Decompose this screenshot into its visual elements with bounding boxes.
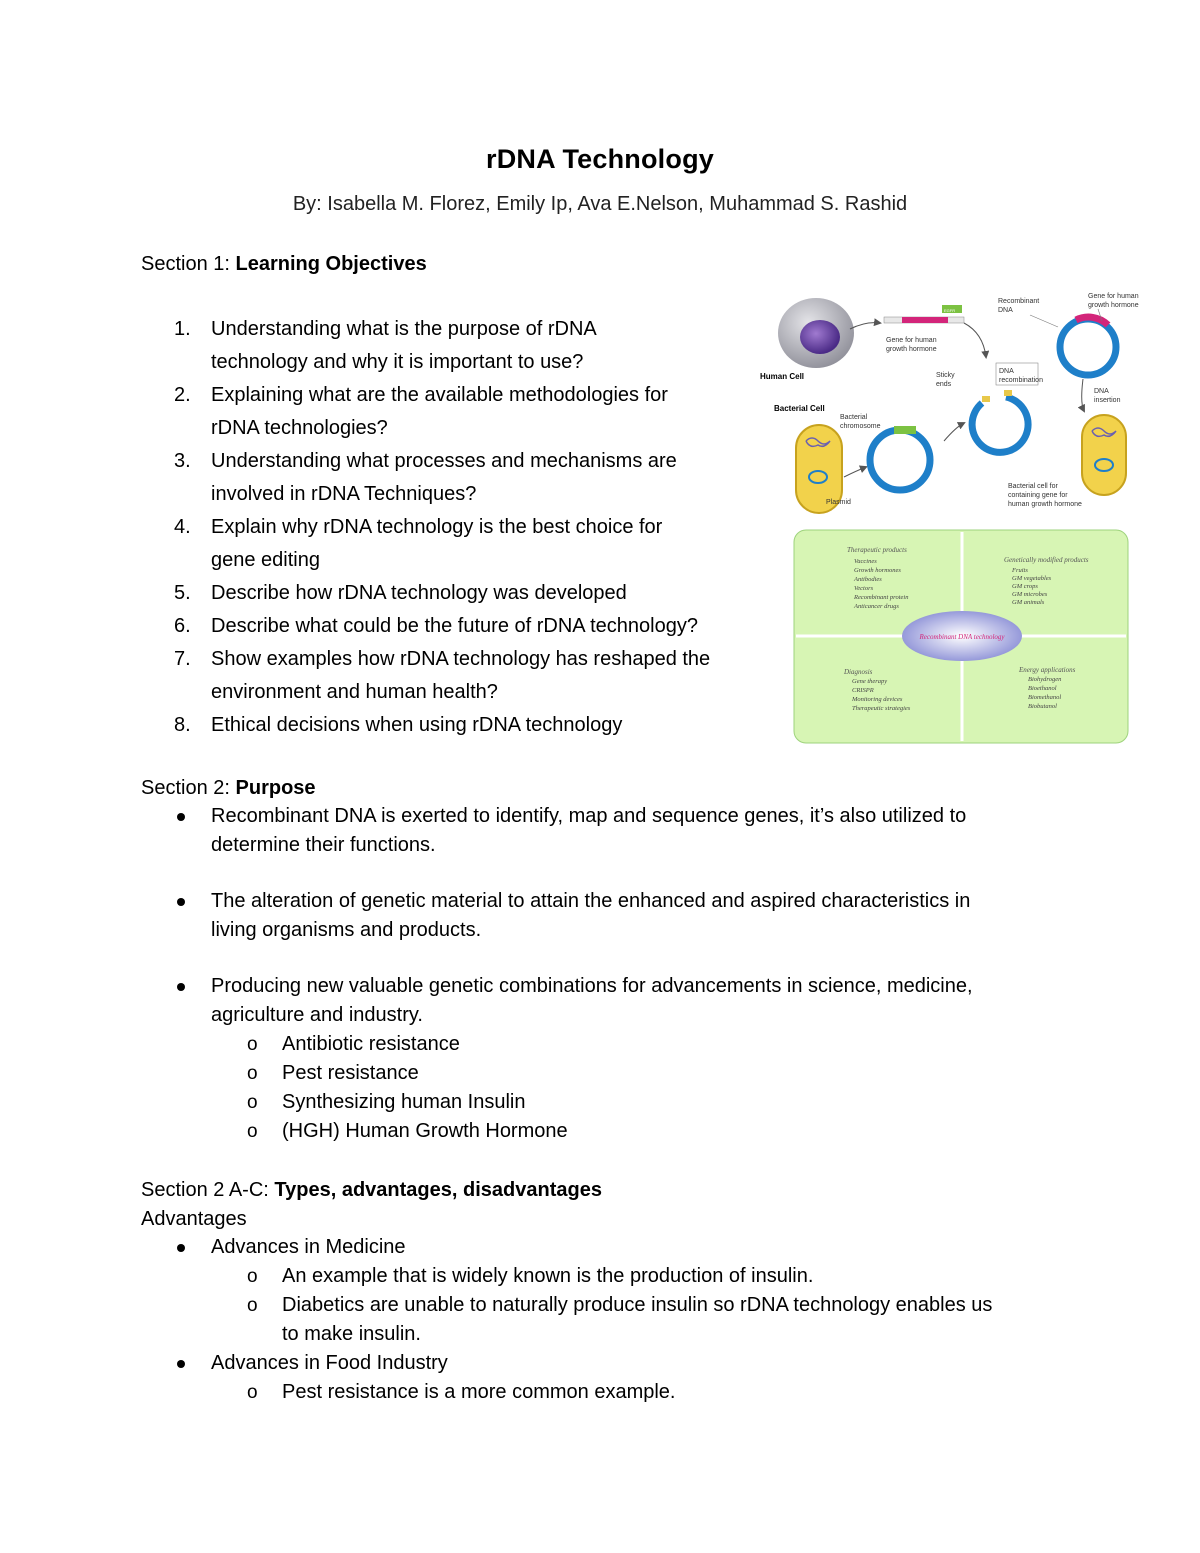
gene-label-line1: Gene for human [886,337,937,344]
final-cell-line1: Bacterial cell for [1008,483,1058,490]
bacterial-cell-label: Bacterial Cell [774,404,825,413]
dna-insertion-line1: DNA [1094,388,1109,395]
gene-top-right-line2: growth hormone [1088,302,1139,309]
q2-item: GM microbes [1012,591,1048,598]
objective-item: 8. Ethical decisions when using rDNA technology [174,714,623,736]
q3-item: CRISPR [852,687,874,694]
gm-heading: Genetically modified products [1004,556,1089,564]
section2-prefix: Section 2: [141,777,236,799]
purpose-list [141,802,1061,1146]
objective-item: 5. Describe how rDNA technology was developed [174,582,627,604]
objective-item: 4. Explain why rDNA technology is the best choice for gene editing [174,516,663,571]
gene-label-line2: growth hormone [886,346,937,353]
open-plasmid-icon [972,390,1028,452]
purpose-bullet: Producing new valuable genetic combinations for advancements in science, medicine, agriculture and industry. o Antibiotic resistance o Pest resistance o Synthesizing human Insulin o (HGH) Human Growth Hormone [141,972,1061,1146]
sticky-ends-line1: Sticky [936,372,955,379]
q2-item: GM animals [1012,599,1045,606]
document-title: rDNA Technology [485,144,714,174]
purpose-sublist [211,1030,1061,1146]
q1-item: Growth hormones [854,567,901,574]
advantage-bullet: Advances in Food Industry o Pest resistance is a more common example. [141,1349,1061,1407]
rdna-applications-diagram [792,528,1130,745]
plasmid-icon [870,426,930,490]
final-cell-line2: containing gene for [1008,492,1068,499]
plasmid-label: Plasmid [826,499,851,506]
human-cell-icon [778,298,854,368]
recombinant-label-line2: DNA [998,307,1013,314]
human-cell-label: Human Cell [760,372,805,381]
section1-prefix: Section 1: [141,253,236,275]
q2-item: GM vegetables [1012,575,1052,582]
q4-item: Biohydrogen [1028,676,1062,683]
purpose-subitem: o Synthesizing human Insulin [247,1091,526,1113]
authors-line: By: Isabella M. Florez, Emily Ip, Ava E.Nelson, Muhammad S. Rashid [292,193,908,215]
advantages-label: Advantages [141,1208,247,1230]
objective-item: 7. Show examples how rDNA technology has reshaped the environment and human health? [174,648,711,703]
objective-item: 3. Understanding what processes and mechanisms are involved in rDNA Techniques? [174,450,677,505]
recombinant-label-line1: Recombinant [998,298,1040,305]
q1-item: Vectors [854,585,874,592]
energy-heading: Energy applications [1019,666,1076,674]
q1-item: Recombinant protein [854,594,909,601]
q4-item: Biobutanol [1028,703,1057,710]
therapeutic-heading: Therapeutic products [847,546,907,554]
purpose-subitem: o Pest resistance [247,1062,419,1084]
final-bacterial-cell-icon [1082,415,1126,495]
section1-heading [141,250,427,278]
purpose-bullet: Recombinant DNA is exerted to identify, map and sequence genes, it’s also utilized to determine their functions. [141,802,1061,860]
bacterial-chromosome-line2: chromosome [840,423,881,430]
rdna-process-diagram [758,285,1158,515]
q1-item: Antibodies [854,576,882,583]
objective-item: 6. Describe what could be the future of rDNA technology? [174,615,698,637]
advantage-subitem: o Pest resistance is a more common example. [247,1381,676,1403]
sticky-ends-line2: ends [936,381,952,388]
section2ac-title: Types, advantages, disadvantages [274,1179,602,1201]
advantage-subitem: o An example that is widely known is the production of insulin. [247,1265,814,1287]
q3-item: Gene therapy [852,678,888,685]
gene-tag-label: EGFR [944,308,956,313]
recombinant-plasmid-icon [1060,317,1116,375]
learning-objectives-list [141,313,761,742]
q1-item: Vaccines [854,558,877,565]
purpose-bullet: The alteration of genetic material to attain the enhanced and aspired characteristics in living organisms and products. [141,887,1061,945]
advantage-bullet: Advances in Medicine o An example that is widely known is the production of insulin. o Diabetics are unable to naturally produce insulin so rDNA technology enables us to make insulin. [141,1233,1061,1349]
center-label: Recombinant DNA technology [919,633,1005,641]
objective-item: 1. Understanding what is the purpose of rDNA technology and why it is important to use? [174,318,597,373]
dna-insertion-line2: insertion [1094,397,1121,404]
purpose-subitem: o (HGH) Human Growth Hormone [247,1120,568,1142]
section2-heading [141,774,316,802]
bacterial-chromosome-line1: Bacterial [840,414,868,421]
q3-item: Therapeutic strategies [852,705,911,712]
advantage-subitem: o Diabetics are unable to naturally produce insulin so rDNA technology enables us to make insulin. [247,1294,993,1345]
objective-item: 2. Explaining what are the available methodologies for rDNA technologies? [174,384,668,439]
advantage-sublist [211,1378,1061,1407]
q1-item: Anticancer drugs [854,603,899,610]
diagnosis-heading: Diagnosis [844,668,873,676]
section2ac-heading [141,1176,602,1204]
q4-item: Biomethanol [1028,694,1062,701]
q4-item: Bioethanol [1028,685,1057,692]
purpose-subitem: o Antibiotic resistance [247,1033,460,1055]
q2-item: GM crops [1012,583,1038,590]
section2-title: Purpose [235,777,316,799]
dna-recombination-line2: recombination [999,377,1043,384]
q3-item: Monitoring devices [852,696,903,703]
advantages-list [141,1233,1061,1407]
section2ac-prefix: Section 2 A-C: [141,1179,275,1201]
dna-recombination-line1: DNA [999,368,1014,375]
q2-item: Fruits [1012,567,1028,574]
gene-top-right-line1: Gene for human [1088,293,1139,300]
section1-title: Learning Objectives [235,253,427,275]
final-cell-line3: human growth hormone [1008,501,1082,508]
advantage-sublist [211,1262,1061,1349]
